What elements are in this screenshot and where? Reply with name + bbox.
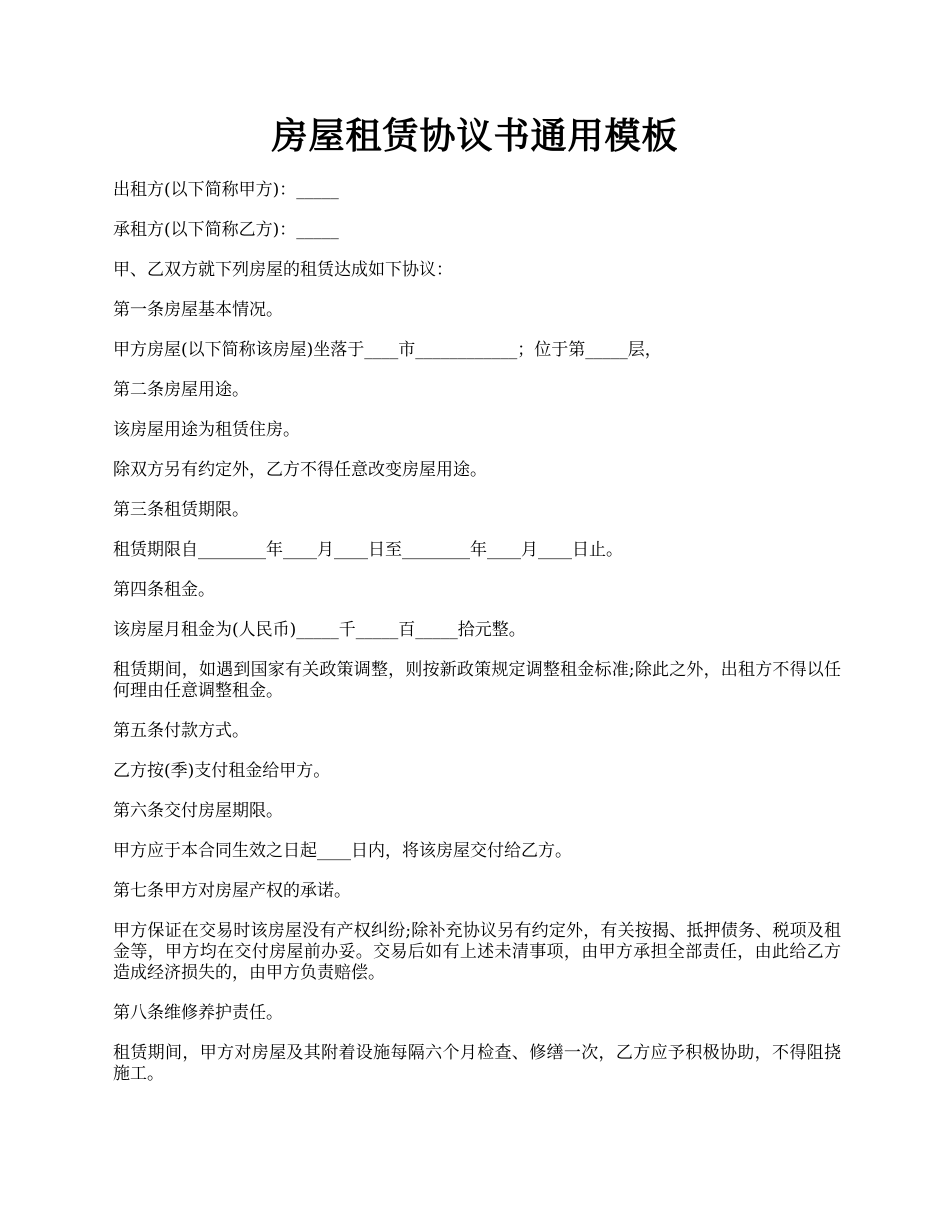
article-5-heading: 第五条付款方式。 bbox=[113, 721, 249, 741]
article-7-heading: 第七条甲方对房屋产权的承诺。 bbox=[113, 881, 351, 901]
article-2-text-2: 除双方另有约定外，乙方不得任意改变房屋用途。 bbox=[113, 460, 487, 480]
document-body bbox=[113, 180, 841, 1104]
article-8-text: 租赁期间，甲方对房屋及其附着设施每隔六个月检查、修缮一次，乙方应予积极协助，不得阻挠施工。 bbox=[113, 1043, 841, 1084]
document-title: 房屋租赁协议书通用模板 bbox=[271, 115, 679, 157]
article-4-heading: 第四条租金。 bbox=[113, 580, 215, 600]
lessor-line: 出租方(以下简称甲方)：_____ bbox=[113, 180, 339, 200]
article-6-text: 甲方应于本合同生效之日起____日内，将该房屋交付给乙方。 bbox=[113, 841, 572, 861]
agreement-intro: 甲、乙双方就下列房屋的租赁达成如下协议： bbox=[113, 260, 453, 280]
article-2-heading: 第二条房屋用途。 bbox=[113, 380, 249, 400]
article-7-text: 甲方保证在交易时该房屋没有产权纠纷;除补充协议另有约定外，有关按揭、抵押债务、税项及租金等，甲方均在交付房屋前办妥。交易后如有上述未清事项，由甲方承担全部责任，由此给乙方造成经济损失的，由甲方负责赔偿。 bbox=[113, 921, 841, 983]
article-4-text-1: 该房屋月租金为(人民币)_____千_____百_____拾元整。 bbox=[113, 620, 526, 640]
article-2-text-1: 该房屋用途为租赁住房。 bbox=[113, 420, 300, 440]
article-5-text: 乙方按(季)支付租金给甲方。 bbox=[113, 761, 331, 781]
lessee-line: 承租方(以下简称乙方)：_____ bbox=[113, 220, 339, 240]
article-4-text-2: 租赁期间，如遇到国家有关政策调整，则按新政策规定调整租金标准;除此之外，出租方不得以任何理由任意调整租金。 bbox=[113, 660, 841, 701]
article-6-heading: 第六条交付房屋期限。 bbox=[113, 801, 283, 821]
article-8-heading: 第八条维修养护责任。 bbox=[113, 1003, 283, 1023]
article-3-text: 租赁期限自________年____月____日至________年____月____日止。 bbox=[113, 540, 623, 560]
article-1-text: 甲方房屋(以下简称该房屋)坐落于____市____________；位于第_____层， bbox=[113, 340, 662, 360]
article-3-heading: 第三条租赁期限。 bbox=[113, 500, 249, 520]
article-1-heading: 第一条房屋基本情况。 bbox=[113, 300, 283, 320]
